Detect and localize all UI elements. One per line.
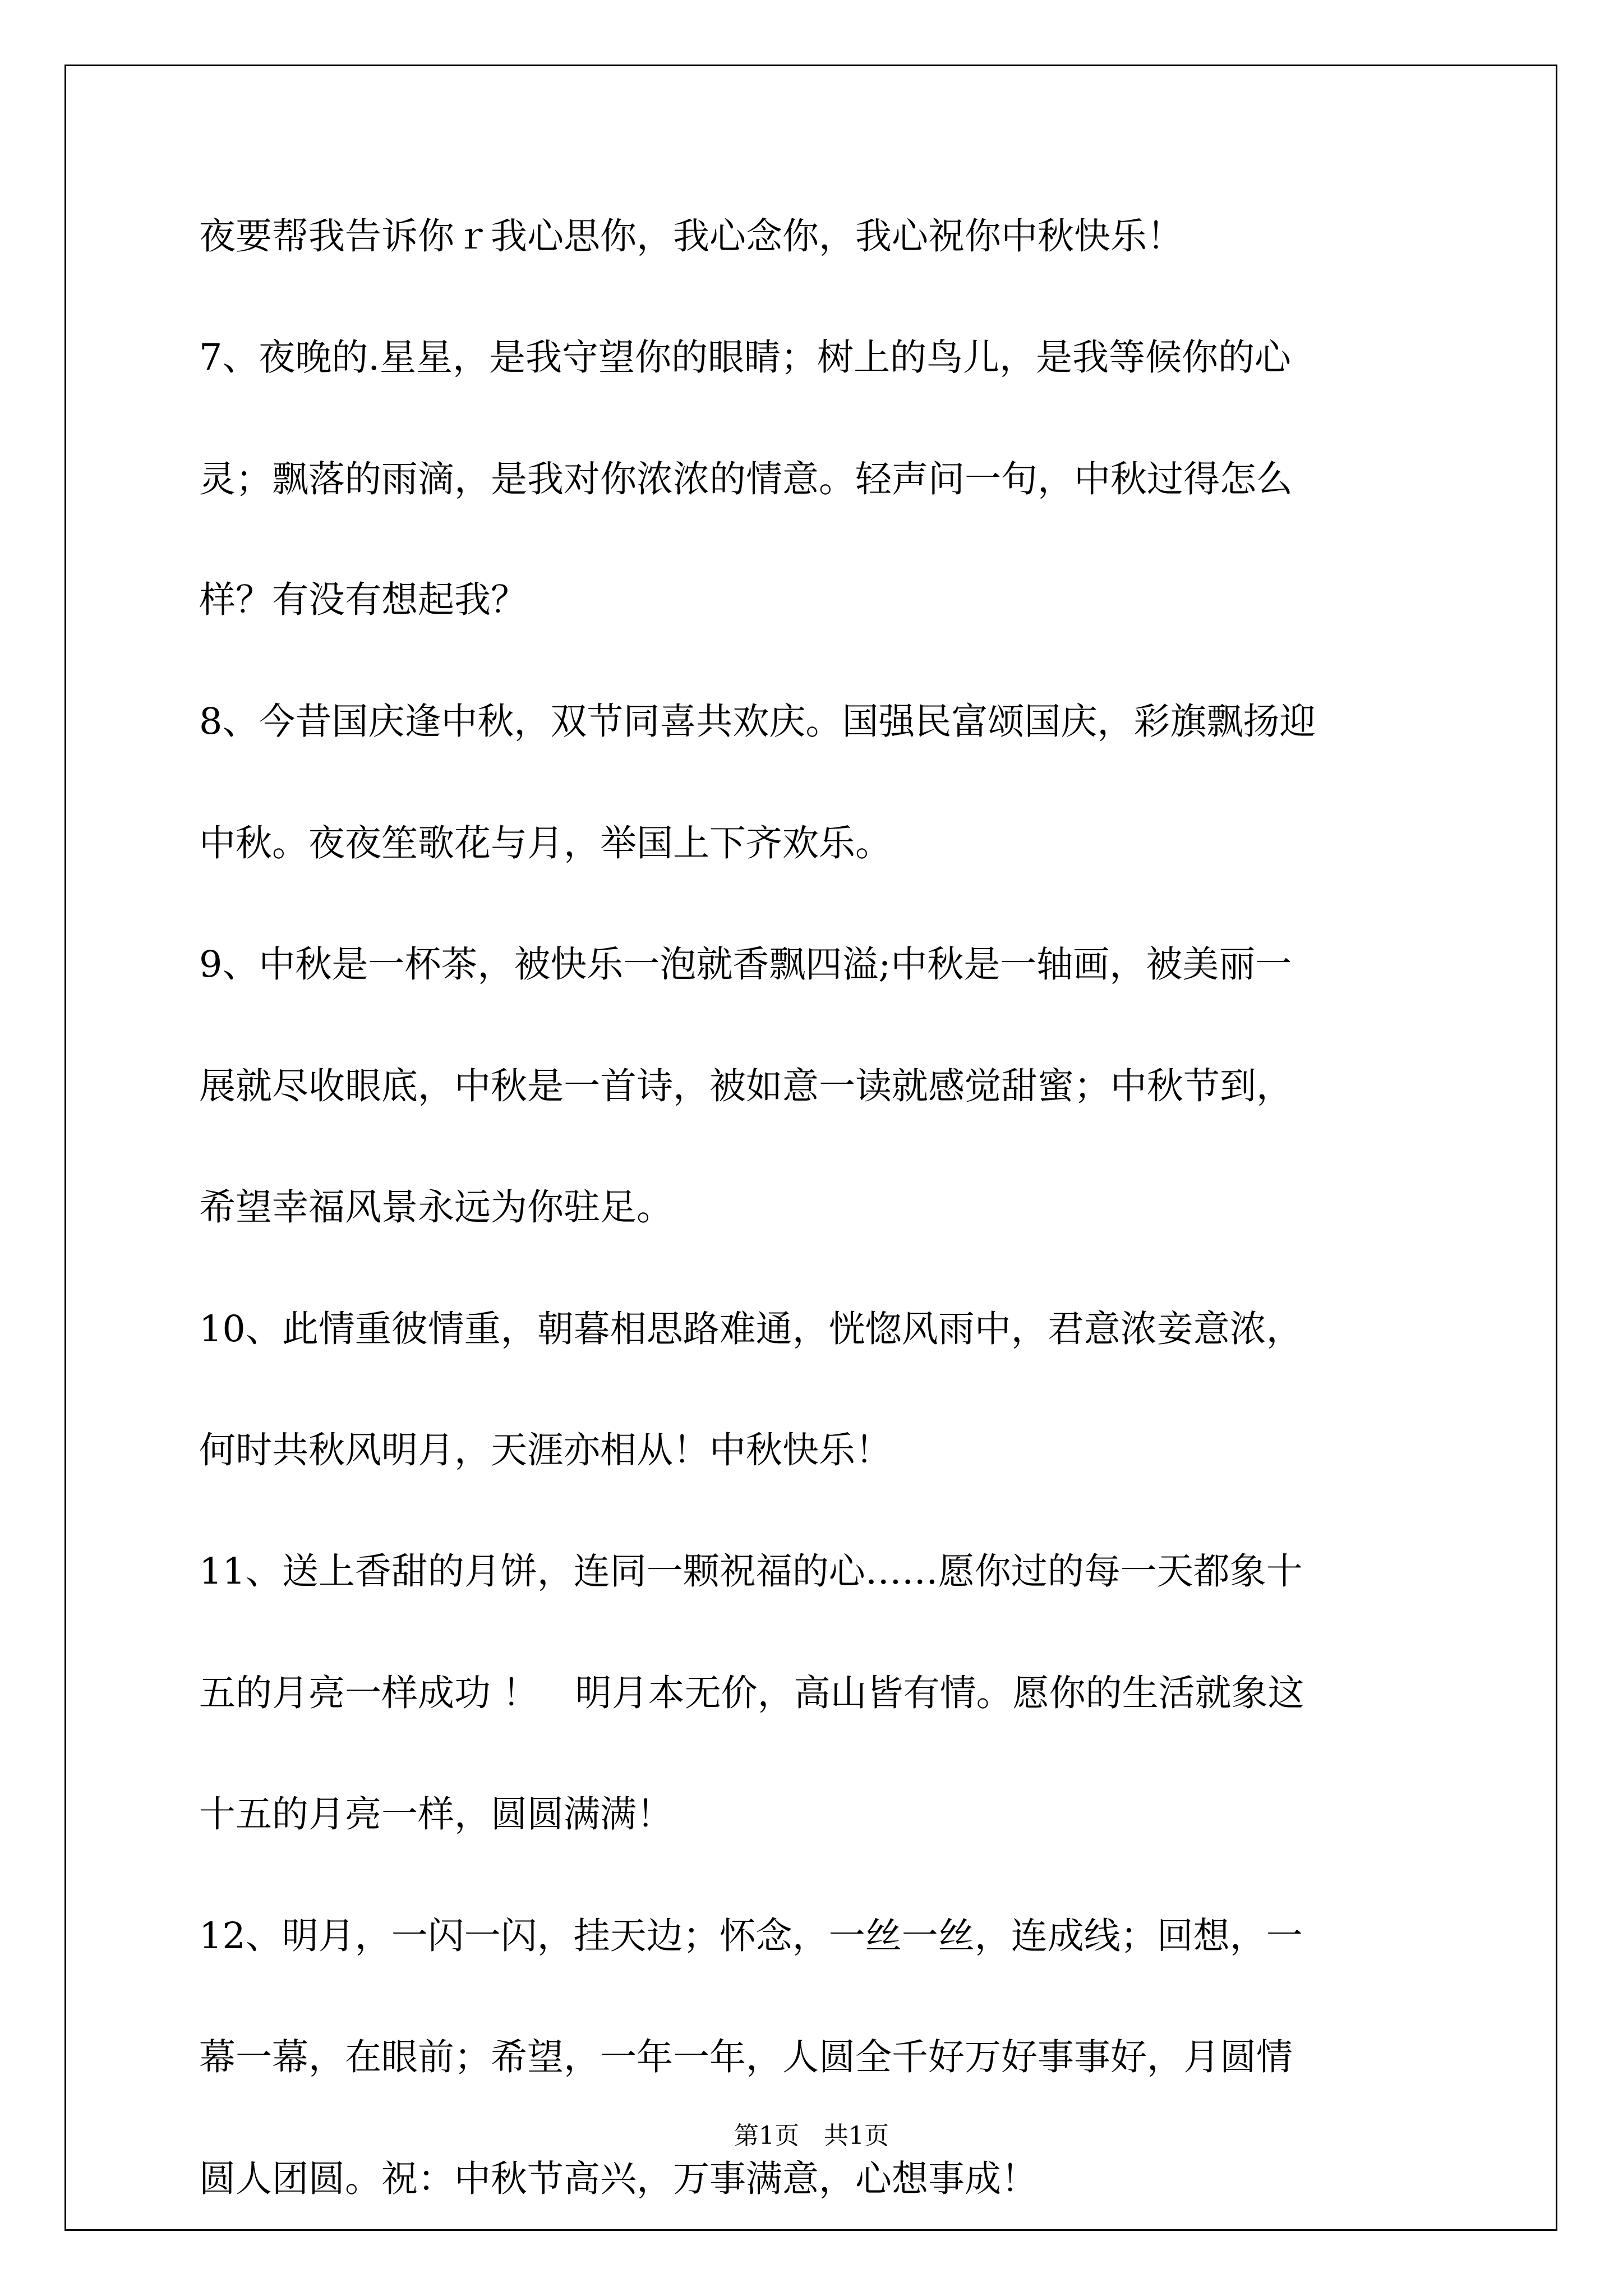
text-line: 7、夜晚的.星星，是我守望你的眼睛；树上的鸟儿，是我等候你的心 [199,337,1292,379]
text-line: 9、中秋是一杯茶，被快乐一泡就香飘四溢;中秋是一轴画，被美丽一 [199,944,1292,986]
text-line: 展就尽收眼底，中秋是一首诗，被如意一读就感觉甜蜜；中秋节到， [199,1065,1293,1107]
text-line: 12、明月，一闪一闪，挂天边；怀念，一丝一丝，连成线；回想，一 [199,1915,1303,1957]
text-line: 灵；飘落的雨滴，是我对你浓浓的情意。轻声问一句，中秋过得怎么 [199,458,1293,500]
text-line: 何时共秋风明月，天涯亦相从！中秋快乐！ [199,1429,892,1471]
text-line: 五的月亮一样成功 ！ 明月本无价，高山皆有情。愿你的生活就象这 [199,1672,1304,1714]
text-line: 希望幸福风景永远为你驻足。 [199,1186,674,1228]
text-line: 夜要帮我告诉你ｒ我心思你，我心念你，我心祝你中秋快乐！ [199,215,1184,257]
text-line: 8、今昔国庆逢中秋，双节同喜共欢庆。国强民富颂国庆，彩旗飘扬迎 [199,701,1316,743]
text-line: 10、此情重彼情重，朝暮相思路难通，恍惚风雨中，君意浓妾意浓， [199,1308,1303,1350]
page-footer [0,2119,1623,2153]
text-line: 十五的月亮一样，圆圆满满！ [199,1793,674,1835]
text-line: 幕一幕，在眼前；希望，一年一年，人圆全千好万好事事好，月圆情 [199,2036,1293,2078]
text-line: 样？有没有想起我？ [199,579,528,621]
text-line: 圆人团圆。祝：中秋节高兴，万事满意，心想事成！ [199,2158,1038,2200]
text-line: 中秋。夜夜笙歌花与月，举国上下齐欢乐。 [199,822,892,864]
page-number-label: 第1页 共1页 [734,2122,889,2150]
text-line: 11、送上香甜的月饼，连同一颗祝福的心……愿你过的每一天都象十 [199,1550,1303,1593]
